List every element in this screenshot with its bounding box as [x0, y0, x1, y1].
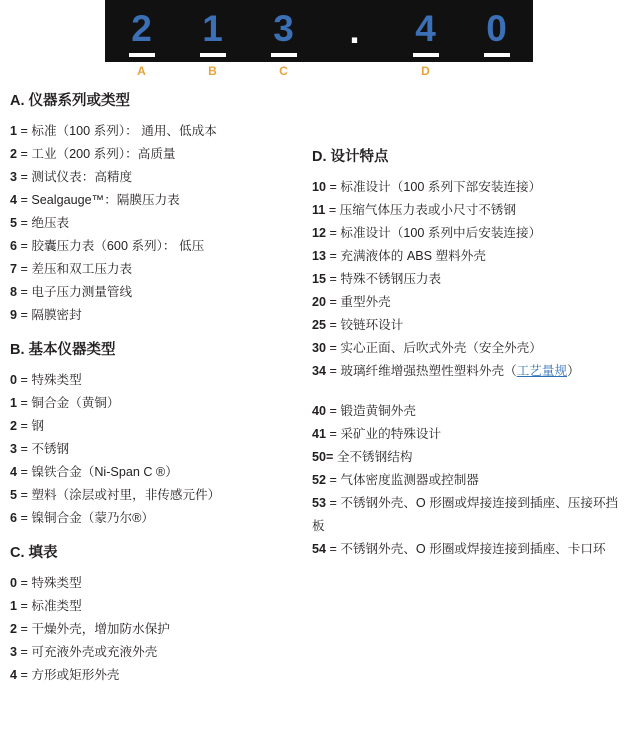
item-text: = 标准（100 系列）： 通用、低成本	[20, 124, 217, 138]
item-text: = 实心正面、后吹式外壳（安全外壳）	[329, 341, 542, 355]
list-item	[312, 199, 630, 222]
section-c	[10, 544, 290, 687]
code-underline-a	[129, 53, 155, 57]
item-text: = 气体密度监测器或控制器	[329, 473, 479, 487]
item-key: 50=	[312, 450, 334, 464]
item-text: = 胶囊压力表（600 系列）： 低压	[20, 239, 205, 253]
item-key: 15	[312, 272, 327, 286]
item-key: 3	[10, 442, 18, 456]
list-item	[10, 641, 290, 664]
item-text: = 特殊类型	[20, 373, 82, 387]
code-decimal-point: .	[349, 10, 360, 51]
item-key: 13	[312, 249, 327, 263]
list-item	[312, 423, 630, 446]
item-key: 7	[10, 262, 18, 276]
section-a	[10, 92, 290, 327]
code-letter-separator	[319, 64, 390, 78]
section-a-title: A. 仪器系列或类型	[10, 93, 131, 109]
code-cell-d1	[390, 6, 461, 57]
item-text: = 电子压力测量管线	[20, 285, 133, 299]
item-key: 8	[10, 285, 18, 299]
list-item	[10, 143, 290, 166]
list-item	[10, 189, 290, 212]
item-key: 1	[10, 396, 18, 410]
section-c-list	[10, 572, 290, 687]
code-underline-d2	[484, 53, 510, 57]
list-item	[312, 222, 630, 245]
list-item	[10, 392, 290, 415]
section-d-title: D. 设计特点	[312, 149, 389, 165]
right-column	[312, 148, 630, 561]
section-d	[312, 148, 630, 561]
code-underline-c	[271, 53, 297, 57]
list-item	[10, 664, 290, 687]
code-underline-b	[200, 53, 226, 57]
item-key: 41	[312, 427, 327, 441]
list-item	[10, 281, 290, 304]
item-key: 5	[10, 488, 18, 502]
code-letter-a: A	[137, 64, 146, 78]
item-text: = 可充液外壳或充液外壳	[20, 645, 158, 659]
item-text-after: ）	[567, 364, 580, 378]
item-key: 3	[10, 170, 18, 184]
section-d-spacer	[312, 383, 630, 400]
list-item	[312, 245, 630, 268]
code-underline-d1	[413, 53, 439, 57]
list-item	[312, 268, 630, 291]
code-cell-c	[248, 6, 319, 57]
item-text: = 铰链环设计	[329, 318, 404, 332]
item-text: = 工业（200 系列）：高质量	[20, 147, 176, 161]
list-item	[312, 538, 630, 561]
item-text: = 铜合金（黄铜）	[20, 396, 120, 410]
list-item	[312, 314, 630, 337]
code-digit-c: 3	[273, 7, 294, 49]
section-c-title: C. 填表	[10, 545, 58, 561]
code-letter-blank	[461, 64, 532, 78]
list-item	[10, 304, 290, 327]
list-item	[10, 461, 290, 484]
list-item	[312, 400, 630, 423]
list-item	[10, 369, 290, 392]
item-text: = 干燥外壳，增加防水保护	[20, 622, 170, 636]
code-digit-d1: 4	[415, 7, 436, 49]
item-key: 1	[10, 124, 18, 138]
item-text: = 不锈钢外壳、O 形圈或焊接连接到插座、压接环挡板	[312, 496, 619, 533]
item-text: = 标准类型	[20, 599, 82, 613]
item-key: 34	[312, 364, 327, 378]
item-key: 6	[10, 239, 18, 253]
item-key: 12	[312, 226, 327, 240]
section-b-title: B. 基本仪器类型	[10, 342, 116, 358]
code-digit-d2: 0	[486, 7, 507, 49]
list-item	[312, 469, 630, 492]
list-item	[10, 484, 290, 507]
item-text: = 绝压表	[20, 216, 70, 230]
item-key: 40	[312, 404, 327, 418]
item-text: = 重型外壳	[329, 295, 391, 309]
code-letter-b: B	[208, 64, 217, 78]
item-key: 2	[10, 419, 18, 433]
product-code-digits	[105, 0, 533, 62]
list-item	[312, 446, 630, 469]
item-text: = 方形或矩形外壳	[20, 668, 120, 682]
list-item	[10, 618, 290, 641]
item-key: 30	[312, 341, 327, 355]
item-text: = 压缩气体压力表或小尺寸不锈钢	[328, 203, 516, 217]
item-key: 20	[312, 295, 327, 309]
list-item	[10, 235, 290, 258]
code-cell-b	[177, 6, 248, 57]
product-code-banner	[105, 0, 533, 62]
list-item	[10, 258, 290, 281]
list-item	[10, 415, 290, 438]
item-key: 52	[312, 473, 327, 487]
item-key: 0	[10, 576, 18, 590]
item-key: 4	[10, 193, 18, 207]
section-b-list	[10, 369, 290, 530]
item-key: 54	[312, 542, 327, 556]
item-key: 53	[312, 496, 327, 510]
left-column	[10, 92, 290, 687]
item-text: = 标准设计（100 系列中后安装连接）	[329, 226, 542, 240]
item-text: 全不锈钢结构	[333, 450, 413, 464]
list-item	[10, 595, 290, 618]
process-gauge-link[interactable]: 工艺量规	[516, 364, 568, 378]
section-d-list-group2	[312, 400, 630, 561]
list-item	[10, 507, 290, 530]
code-cell-a	[106, 6, 177, 57]
code-cell-d2	[461, 6, 532, 57]
code-digit-a: 2	[131, 7, 152, 49]
item-key: 3	[10, 645, 18, 659]
item-key: 4	[10, 465, 18, 479]
code-letter-d: D	[421, 64, 430, 78]
list-item	[10, 166, 290, 189]
item-text: = 镍铁合金（Ni-Span C ®）	[20, 465, 178, 479]
list-item	[10, 120, 290, 143]
list-item	[10, 572, 290, 595]
item-key: 2	[10, 622, 18, 636]
list-item	[312, 337, 630, 360]
list-item	[10, 438, 290, 461]
code-digit-b: 1	[202, 7, 223, 49]
item-key: 6	[10, 511, 18, 525]
item-key: 2	[10, 147, 18, 161]
item-text: = 采矿业的特殊设计	[329, 427, 442, 441]
item-text: = 特殊类型	[20, 576, 82, 590]
item-text: = 特殊不锈钢压力表	[329, 272, 442, 286]
item-text: = 不锈钢	[20, 442, 70, 456]
list-item	[312, 176, 630, 199]
item-text: = 锻造黄铜外壳	[329, 404, 416, 418]
item-text: = 镍铜合金（蒙乃尔®）	[20, 511, 154, 525]
item-key: 25	[312, 318, 327, 332]
item-text: = Sealgauge™：隔膜压力表	[20, 193, 180, 207]
item-key: 1	[10, 599, 18, 613]
item-text: = 标准设计（100 系列下部安装连接）	[329, 180, 542, 194]
list-item	[312, 291, 630, 314]
item-text: = 塑料（涂层或衬里，非传感元件）	[20, 488, 221, 502]
item-key: 9	[10, 308, 18, 322]
section-a-list	[10, 120, 290, 327]
item-text: = 隔膜密封	[20, 308, 82, 322]
item-key: 0	[10, 373, 18, 387]
item-text: = 差压和双工压力表	[20, 262, 133, 276]
item-key: 10	[312, 180, 327, 194]
item-text: = 不锈钢外壳、O 形圈或焊接连接到插座、卡口环	[329, 542, 606, 556]
code-letter-c: C	[279, 64, 288, 78]
item-text: = 钢	[20, 419, 44, 433]
section-d-list-group1	[312, 176, 630, 383]
item-text: = 测试仪表：高精度	[20, 170, 133, 184]
item-text: = 充满液体的 ABS 塑料外壳	[329, 249, 486, 263]
list-item	[312, 360, 630, 383]
list-item	[10, 212, 290, 235]
list-item	[312, 492, 630, 538]
item-text: = 玻璃纤维增强热塑性塑料外壳（	[329, 364, 517, 378]
code-cell-separator	[319, 8, 390, 54]
item-key: 11	[312, 203, 326, 217]
item-key: 4	[10, 668, 18, 682]
section-b	[10, 341, 290, 530]
item-key: 5	[10, 216, 18, 230]
code-letter-labels	[105, 64, 533, 82]
